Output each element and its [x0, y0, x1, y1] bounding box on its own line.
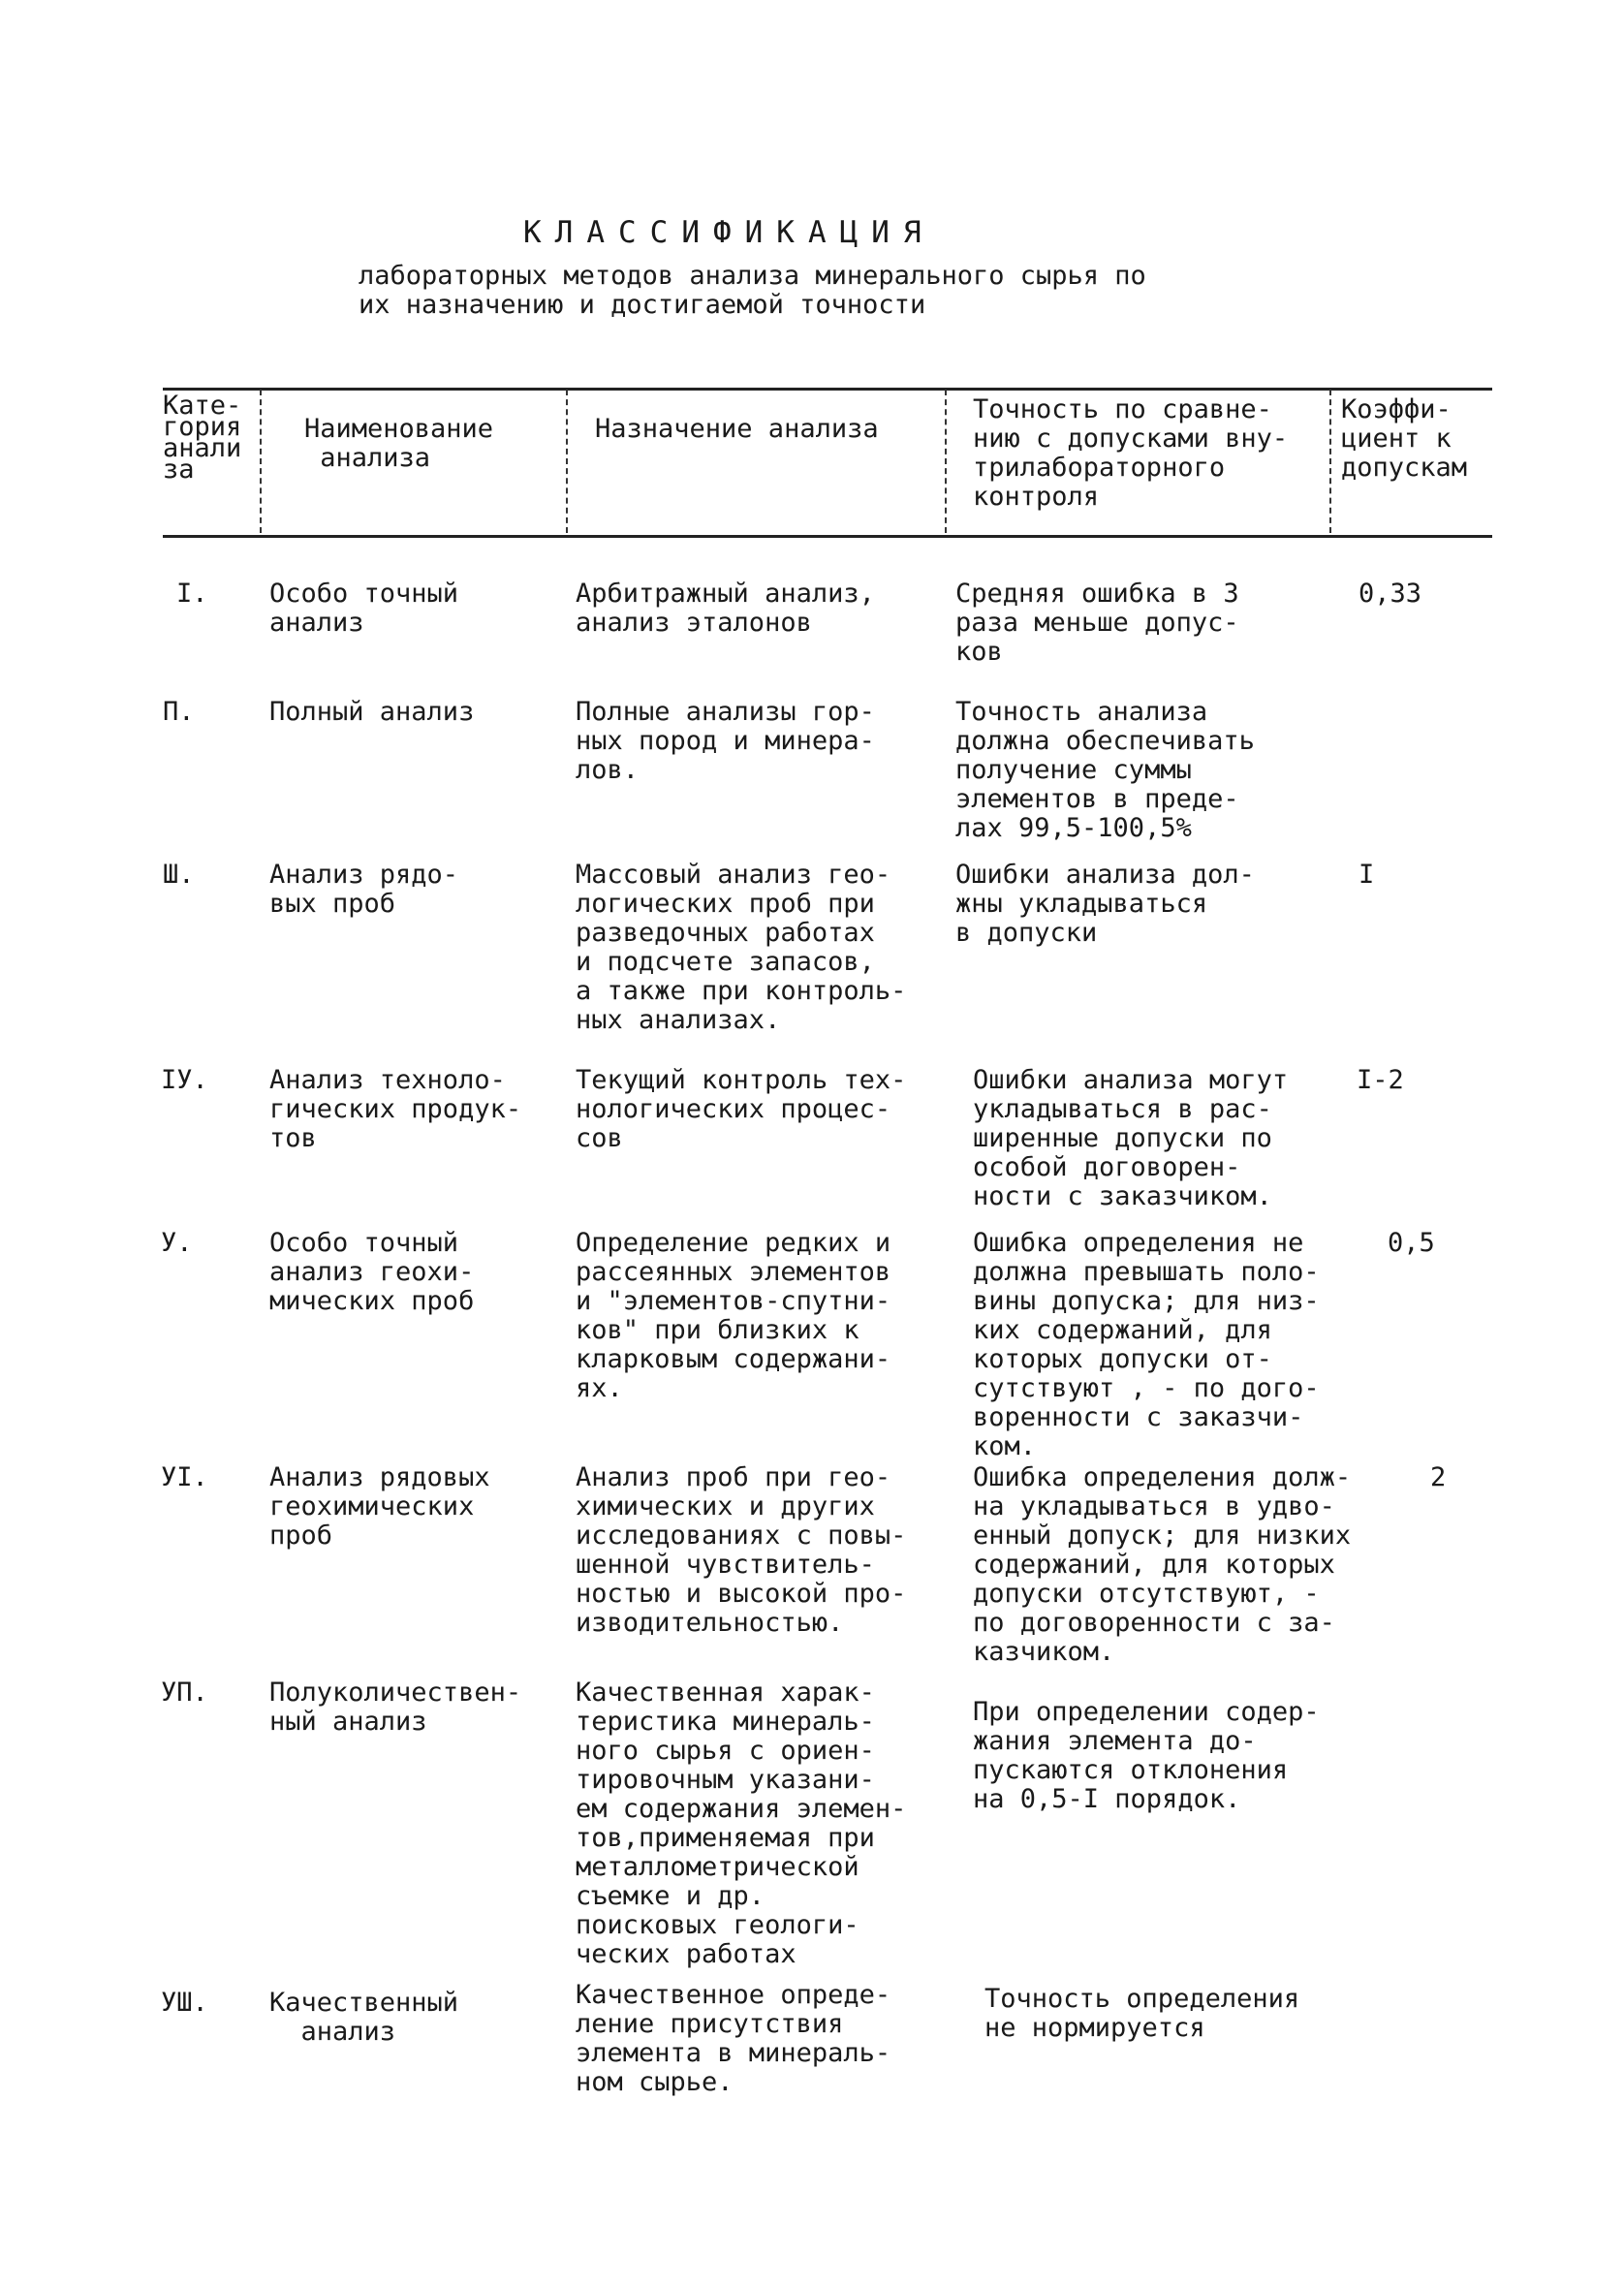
header-separator: [945, 390, 947, 533]
header-separator: [1329, 390, 1331, 533]
row-3-purpose: Массовый анализ гео- логических проб при разведочных работах и подсчете запасов, а также при контроль- ных анализах.: [576, 860, 907, 1035]
header-separator: [566, 390, 568, 533]
header-category: Кате- гория анали за: [163, 391, 242, 485]
row-3-name: Анализ рядо- вых проб: [269, 860, 459, 919]
row-8-name: Качественный анализ: [269, 1988, 459, 2047]
header-separator: [260, 390, 262, 533]
row-3-category: Ш.: [163, 860, 195, 890]
row-6-accuracy: Ошибка определения долж- на укладываться в удво- енный допуск; для низких содержаний, для которых допуски отсутствуют, - по договоренности с за- казчиком.: [973, 1462, 1352, 1667]
row-4-accuracy: Ошибки анализа могут укладываться в рас- ширенные допуски по особой договорен- ности с заказчиком.: [973, 1065, 1289, 1211]
row-1-coefficient: 0,33: [1359, 579, 1422, 609]
table-header-rule: [163, 535, 1492, 538]
row-1-purpose: Арбитражный анализ, анализ эталонов: [576, 579, 875, 638]
header-name: Наименование анализа: [304, 414, 494, 473]
row-7-purpose: Качественная харак- теристика минераль- ного сырья с ориен- тировочным указани- ем содержания элемен- тов,применяемая при металлометрической съемке и др. поисковых геологи- ческих работах: [576, 1678, 907, 1969]
row-2-accuracy: Точность анализа должна обеспечивать получение суммы элементов в преде- лах 99,5-100,5%: [955, 697, 1255, 843]
row-6-category: УI.: [161, 1462, 208, 1492]
row-3-accuracy: Ошибки анализа дол- жны укладываться в допуски: [955, 860, 1255, 948]
row-5-name: Особо точный анализ геохи- мических проб: [269, 1228, 475, 1316]
document-subtitle: лабораторных методов анализа минерального сырья по их назначению и достигаемой точности: [359, 261, 1146, 320]
row-4-purpose: Текущий контроль тех- нологических процес- сов: [576, 1065, 907, 1153]
row-8-purpose: Качественное опреде- ление присутствия элемента в минераль- ном сырье.: [576, 1980, 891, 2097]
row-8-accuracy: Точность определения не нормируется: [984, 1984, 1300, 2043]
document-title: КЛАССИФИКАЦИЯ: [523, 215, 935, 250]
row-1-name: Особо точный анализ: [269, 579, 459, 638]
header-coefficient: Коэффи- циент к допускам: [1341, 394, 1468, 483]
row-6-purpose: Анализ проб при гео- химических и других исследованиях с повы- шенной чувствитель- ностью и высокой про- изводительностью.: [576, 1462, 907, 1638]
row-5-accuracy: Ошибка определения не должна превышать поло- вины допуска; для низ- ких содержаний, для которых допуски от- сутствуют , - по дого- воренности с заказчи- ком.: [973, 1228, 1320, 1461]
row-6-name: Анализ рядовых геохимических проб: [269, 1462, 490, 1551]
row-5-category: У.: [161, 1228, 193, 1258]
row-7-accuracy: При определении содер- жания элемента до- пускаются отклонения на 0,5-I порядок.: [973, 1697, 1320, 1814]
row-2-name: Полный анализ: [269, 697, 475, 727]
table-top-rule: [163, 388, 1492, 391]
row-6-coefficient: 2: [1430, 1462, 1447, 1492]
row-5-purpose: Определение редких и рассеянных элементов и "элементов-спутни- ков" при близких к кларковым содержани- ях.: [576, 1228, 891, 1403]
row-4-category: IУ.: [161, 1065, 208, 1095]
row-7-category: УП.: [161, 1678, 208, 1708]
row-1-accuracy: Средняя ошибка в 3 раза меньше допус- ков: [955, 579, 1239, 667]
header-purpose: Назначение анализа: [595, 414, 879, 444]
row-7-name: Полуколичествен- ный анализ: [269, 1678, 522, 1737]
row-8-category: УШ.: [161, 1988, 208, 2018]
row-2-purpose: Полные анализы гор- ных пород и минера- лов.: [576, 697, 875, 785]
row-2-category: П.: [163, 697, 195, 727]
row-4-name: Анализ техноло- гических продук- тов: [269, 1065, 522, 1153]
row-4-coefficient: I-2: [1357, 1065, 1404, 1095]
row-3-coefficient: I: [1359, 860, 1375, 890]
header-accuracy: Точность по сравне- нию с допусками вну- трилабораторного контроля: [973, 394, 1289, 512]
row-1-category: I.: [176, 579, 208, 609]
row-5-coefficient: 0,5: [1388, 1228, 1435, 1258]
